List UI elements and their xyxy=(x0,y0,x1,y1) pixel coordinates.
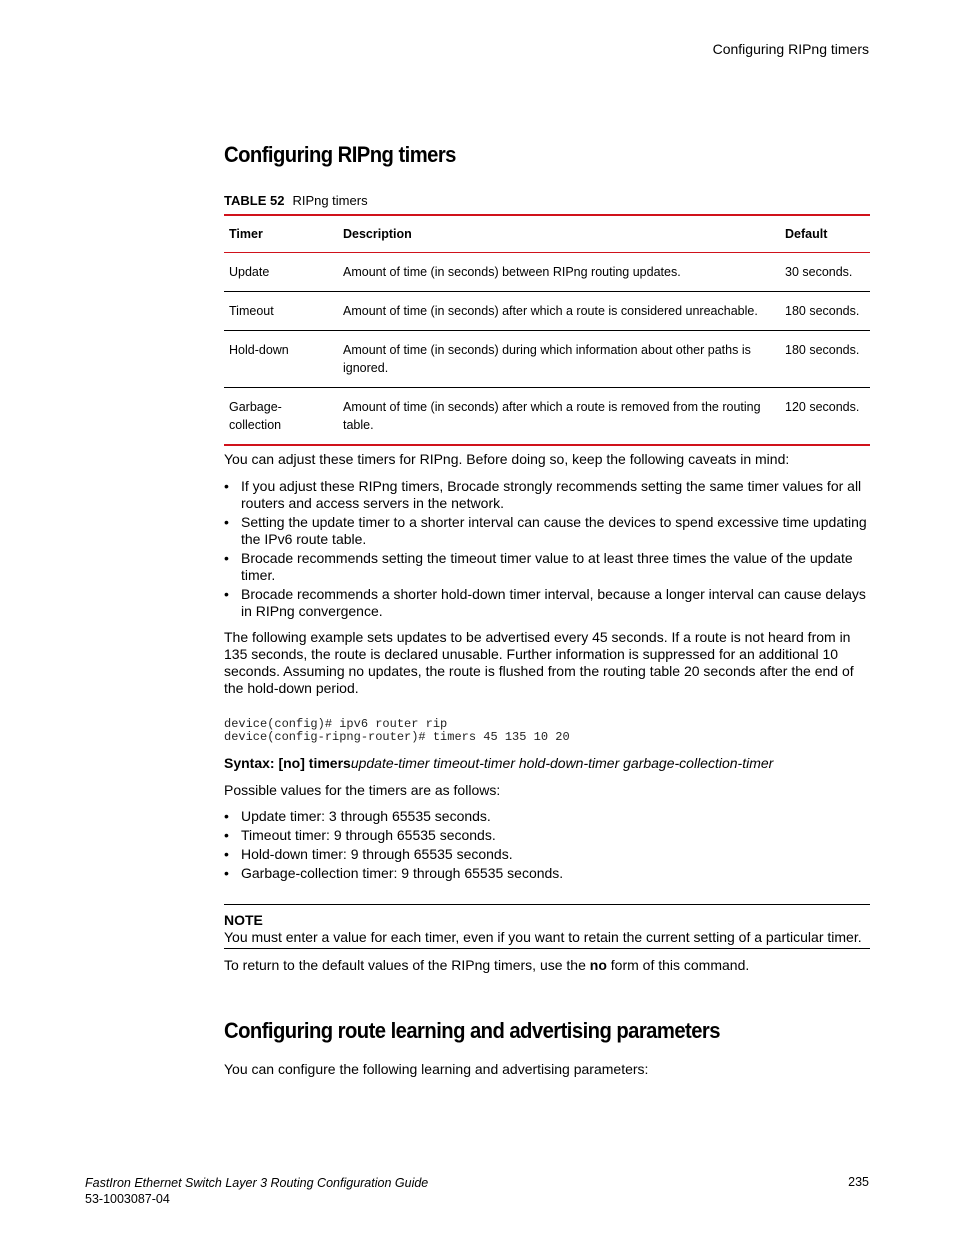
note-text: You must enter a value for each timer, even if you want to retain the current setting of a particular timer. xyxy=(224,929,862,945)
section-title: Configuring route learning and advertising parameters xyxy=(224,1018,720,1043)
table-row xyxy=(224,331,870,388)
description-cell: Amount of time (in seconds) after which a route is considered unreachable. xyxy=(338,292,780,331)
column-header-description: Description xyxy=(338,215,780,253)
table-caption-text: RIPng timers xyxy=(292,193,368,208)
table-row xyxy=(224,388,870,446)
default-cell: 120 seconds. xyxy=(780,388,870,446)
code-block xyxy=(224,718,870,744)
possible-values-list xyxy=(224,808,870,882)
list-item: • If you adjust these RIPng timers, Brocade strongly recommends setting the same timer values for all routers and access servers in the network. xyxy=(224,478,870,512)
possible-values-intro: Possible values for the timers are as follows: xyxy=(224,782,501,798)
return-text-keyword: no xyxy=(589,957,607,973)
return-default-paragraph xyxy=(224,957,870,974)
table-row xyxy=(224,253,870,292)
column-header-timer: Timer xyxy=(224,215,338,253)
timer-cell: Hold-down xyxy=(224,331,338,388)
running-header: Configuring RIPng timers xyxy=(712,41,869,57)
page-number: 235 xyxy=(848,1175,869,1189)
default-cell: 180 seconds. xyxy=(780,292,870,331)
syntax-command: Syntax: [no] timers xyxy=(224,755,351,771)
default-cell: 180 seconds. xyxy=(780,331,870,388)
return-text-after: form of this command. xyxy=(606,957,750,973)
caveats-intro: You can adjust these timers for RIPng. Before doing so, keep the following caveats in mind: xyxy=(224,451,790,467)
example-paragraph: The following example sets updates to be advertised every 45 seconds. If a route is not heard from in 135 seconds, the route is declared unusable. Further information is suppressed for an additional 10 seconds. Assuming no updates, the route is flushed from the routing table 20 seconds after the end of the hold-down period. xyxy=(224,629,854,696)
body-content xyxy=(224,451,870,974)
section-title: Configuring RIPng timers xyxy=(224,142,456,167)
list-item: • Garbage-collection timer: 9 through 65535 seconds. xyxy=(224,865,870,882)
timer-cell: Timeout xyxy=(224,292,338,331)
list-item: • Brocade recommends setting the timeout timer value to at least three times the value of the update timer. xyxy=(224,550,870,584)
description-cell: Amount of time (in seconds) after which a route is removed from the routing table. xyxy=(338,388,780,446)
return-text-before: To return to the default values of the RIPng timers, use the xyxy=(224,957,590,973)
table-row xyxy=(224,292,870,331)
column-header-default: Default xyxy=(780,215,870,253)
section2-intro: You can configure the following learning and advertising parameters: xyxy=(224,1061,649,1077)
footer-left xyxy=(85,1175,428,1207)
timer-cell: Update xyxy=(224,253,338,292)
code-line: device(config)# ipv6 router rip xyxy=(224,717,448,731)
note-label: NOTE xyxy=(224,912,263,928)
table-caption xyxy=(224,193,368,208)
timer-cell: Garbage-collection xyxy=(224,388,338,446)
table-header-row xyxy=(224,215,870,253)
list-item: • Update timer: 3 through 65535 seconds. xyxy=(224,808,870,825)
footer-guide-title: FastIron Ethernet Switch Layer 3 Routing Configuration Guide xyxy=(85,1176,429,1190)
description-cell: Amount of time (in seconds) during which information about other paths is ignored. xyxy=(338,331,780,388)
syntax-arguments: update-timer timeout-timer hold-down-timer garbage-collection-timer xyxy=(350,755,774,771)
list-item: • Timeout timer: 9 through 65535 seconds. xyxy=(224,827,870,844)
table-label: TABLE 52 xyxy=(224,193,285,208)
timers-table xyxy=(224,214,870,446)
syntax-line xyxy=(224,755,870,772)
list-item: • Hold-down timer: 9 through 65535 seconds. xyxy=(224,846,870,863)
description-cell: Amount of time (in seconds) between RIPng routing updates. xyxy=(338,253,780,292)
default-cell: 30 seconds. xyxy=(780,253,870,292)
note-box xyxy=(224,904,870,949)
code-line: device(config-ripng-router)# timers 45 135 10 20 xyxy=(224,730,570,744)
list-item: • Setting the update timer to a shorter interval can cause the devices to spend excessive time updating the IPv6 route table. xyxy=(224,514,870,548)
list-item: • Brocade recommends a shorter hold-down timer interval, because a longer interval can cause delays in RIPng convergence. xyxy=(224,586,870,620)
section2-content xyxy=(224,1061,870,1078)
caveats-list xyxy=(224,478,870,620)
footer-doc-number: 53-1003087-04 xyxy=(85,1192,170,1206)
